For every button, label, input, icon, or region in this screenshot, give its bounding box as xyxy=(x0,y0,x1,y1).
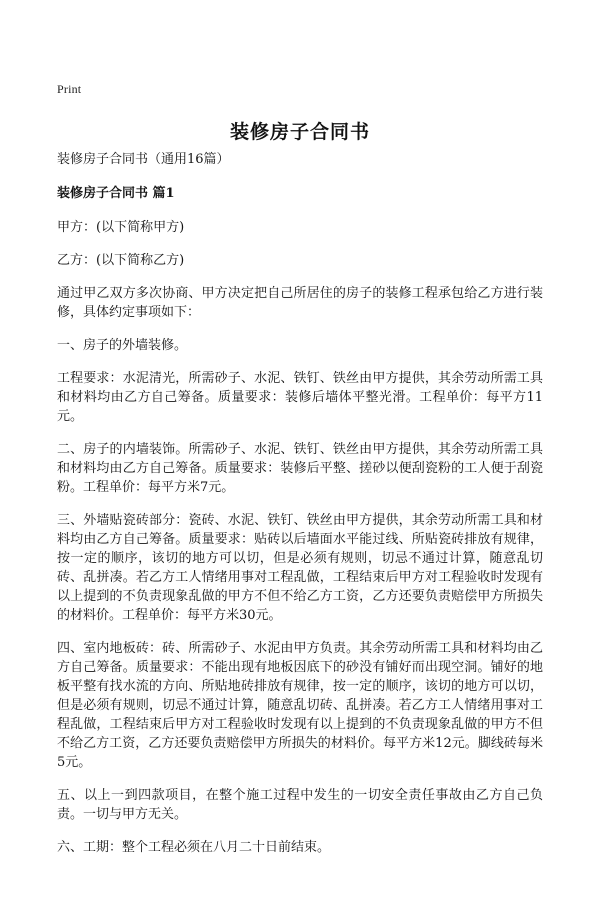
paragraph-party-b: 乙方：(以下简称乙方) xyxy=(57,253,185,268)
paragraph-clause-4: 四、室内地板砖：砖、所需砂子、水泥由甲方负责。其余劳动所需工具和材料均由乙方自己筹备。质量要求：不能出现有地板因底下的砂没有铺好而出现空洞。铺好的地板平整有找水流的方向、所贴地砖排放有规律，按一定的顺序，该切的地方可以切，但是必须有规则，切忌不通过计算，随意乱切砖、乱拼凑。若乙方工人情绪用事对工程乱做，工程结束后甲方对工程验收时发现有以上提到的不负责现象乱做的甲方不但不给乙方工资，乙方还要负责赔偿甲方所损失的材料价。每平方米12元。脚线砖每米5元。 xyxy=(57,641,543,770)
document-subtitle: 装修房子合同书（通用16篇） xyxy=(57,152,230,167)
document-title: 装修房子合同书 xyxy=(229,121,370,143)
paragraph-clause-3: 三、外墙贴瓷砖部分：瓷砖、水泥、铁钉、铁丝由甲方提供，其余劳动所需工具和材料均由乙方自己筹备。质量要求：贴砖以后墙面水平能过线、所贴瓷砖排放有规律，按一定的顺序，该切的地方可以切，但是必须有规则，切忌不通过计算，随意乱切砖、乱拼凑。若乙方工人情绪用事对工程乱做，工程结束后甲方对工程验收时发现有以上提到的不负责现象乱做的甲方不但不给乙方工资，乙方还要负责赔偿甲方所损失的材料价。工程单价：每平方米30元。 xyxy=(57,513,543,623)
paragraph-clause-2: 二、房子的内墙装饰。所需砂子、水泥、铁钉、铁丝由甲方提供，其余劳动所需工具和材料均由乙方自己筹备。质量要求：装修后平整、搓砂以便刮瓷粉的工人便于刮瓷粉。工程单价：每平方米7元。 xyxy=(57,442,543,495)
paragraph-party-a: 甲方：(以下简称甲方) xyxy=(57,220,185,235)
paragraph-clause-6: 六、工期：整个工程必须在八月二十日前结束。 xyxy=(57,840,331,855)
paragraph-intro: 通过甲乙双方多次协商、甲方决定把自己所居住的房子的装修工程承包给乙方进行装修，具体约定事项如下： xyxy=(57,286,543,320)
paragraph-clause-5: 五、以上一到四款项目，在整个施工过程中发生的一切安全责任事故由乙方自己负责。一切与甲方无关。 xyxy=(57,788,543,822)
print-label: Print xyxy=(57,82,82,96)
section-heading: 装修房子合同书 篇1 xyxy=(57,186,175,201)
paragraph-clause-1: 一、房子的外墙装修。 xyxy=(57,338,188,353)
document-body xyxy=(57,150,543,871)
paragraph-clause-1-detail: 工程要求：水泥清光，所需砂子、水泥、铁钉、铁丝由甲方提供，其余劳动所需工具和材料均由乙方自己筹备。质量要求：装修后墙体平整光滑。工程单价：每平方11元。 xyxy=(57,371,543,424)
